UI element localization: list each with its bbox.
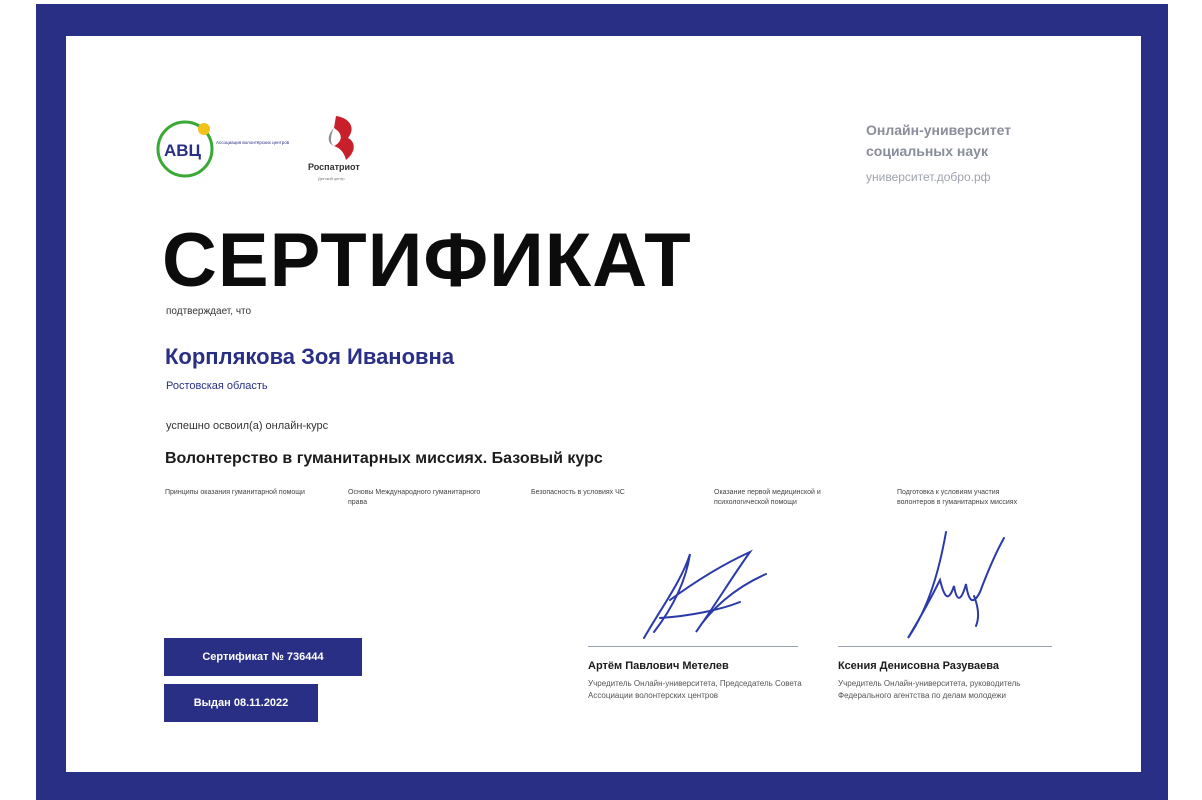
signer-role: Учредитель Онлайн-университета, Председатель Совета Ассоциации волонтерских центров — [588, 679, 802, 700]
university-url: университет.добро.рф — [866, 170, 991, 184]
avc-logo-text: АВЦ — [164, 141, 201, 160]
signature-metelev — [630, 540, 780, 650]
rospatriot-logo — [304, 112, 388, 184]
recipient-name: Корплякова Зоя Ивановна — [165, 344, 455, 369]
course-module: Подготовка к условиям участия волонтеров в гуманитарных миссиях — [897, 489, 1018, 506]
confirms-text: подтверждает, что — [166, 306, 252, 317]
course-module: Принципы оказания гуманитарной помощи — [165, 489, 305, 496]
rospatriot-logo-text: Роспатриот — [308, 162, 360, 172]
signer-role: Учредитель Онлайн-университета, руководитель Федерального агентства по делам молодежи — [838, 679, 1021, 700]
avc-logo — [154, 118, 290, 180]
university-name-line1: Онлайн-университет — [866, 122, 1012, 138]
issued-date-badge: Выдан 08.11.2022 — [164, 684, 318, 722]
university-block — [866, 120, 1106, 184]
course-name: Волонтерство в гуманитарных миссиях. Базовый курс — [165, 450, 603, 467]
course-module: Основы Международного гуманитарного права — [348, 489, 481, 506]
mastered-text: успешно освоил(а) онлайн-курс — [166, 420, 329, 432]
signature-line — [838, 646, 1052, 647]
certificate-title: СЕРТИФИКАТ — [162, 218, 692, 303]
signer-name: Артём Павлович Метелев — [588, 660, 729, 672]
signer-name: Ксения Денисовна Разуваева — [838, 660, 999, 672]
certificate-number-badge: Сертификат № 736444 — [164, 638, 362, 676]
course-module: Оказание первой медицинской и психологической помощи — [714, 489, 821, 506]
signature-razuvaeva — [890, 526, 1020, 646]
avc-logo-tagline: Ассоциация волонтёрских центров — [216, 140, 290, 145]
rospatriot-logo-tagline: Детский центр — [318, 176, 345, 181]
university-name-line2: социальных наук — [866, 143, 988, 159]
recipient-region: Ростовская область — [166, 380, 268, 392]
signature-line — [588, 646, 798, 647]
course-module: Безопасность в условиях ЧС — [531, 489, 625, 496]
